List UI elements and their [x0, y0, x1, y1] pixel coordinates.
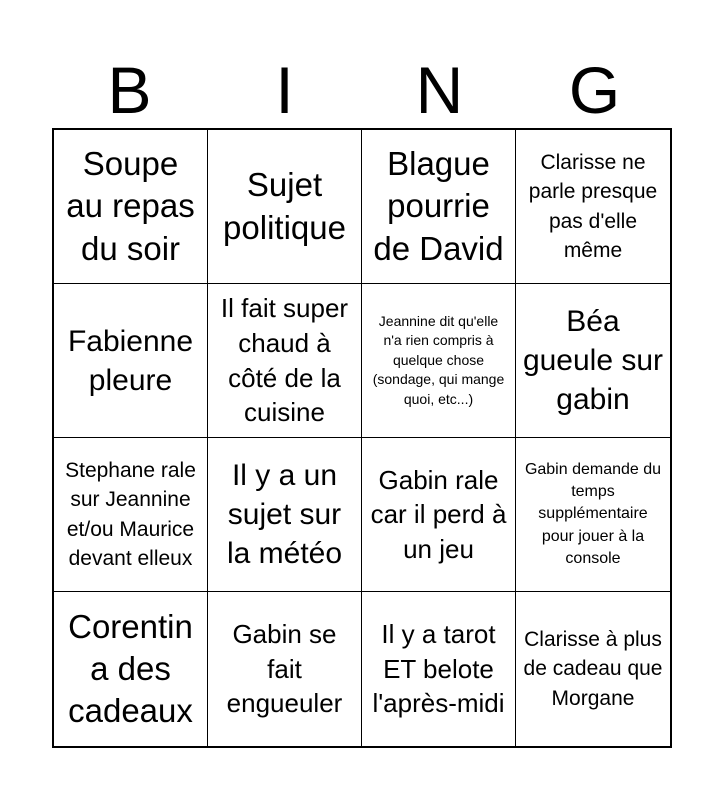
header-letter-n: N — [415, 53, 464, 127]
bingo-cell[interactable] — [54, 130, 208, 284]
cell-text: Blague pourrie de David — [373, 145, 504, 267]
bingo-grid — [52, 128, 672, 748]
bingo-cell[interactable] — [516, 438, 670, 592]
cell-text: Stephane rale sur Jeannine et/ou Maurice devant elleux — [65, 458, 196, 570]
bingo-cell[interactable] — [54, 438, 208, 592]
bingo-cell[interactable] — [54, 284, 208, 438]
bingo-cell[interactable] — [362, 130, 516, 284]
cell-text: Béa gueule sur gabin — [522, 305, 664, 416]
bingo-cell[interactable] — [516, 592, 670, 746]
cell-text: Jeannine dit qu'elle n'a rien compris à quelque chose (sondage, qui mange quoi, etc...) — [372, 312, 505, 407]
cell-text: Gabin se fait engueuler — [226, 619, 343, 719]
cell-text: Sujet politique — [223, 166, 346, 246]
cell-text: Il y a un sujet sur la météo — [226, 459, 343, 570]
bingo-cell[interactable] — [516, 130, 670, 284]
bingo-cell[interactable] — [208, 130, 362, 284]
bingo-cell[interactable] — [208, 284, 362, 438]
cell-text: Gabin demande du temps supplémentaire pour jouer à la console — [524, 460, 662, 568]
cell-text: Il y a tarot ET belote l'après-midi — [372, 619, 505, 719]
cell-text: Soupe au repas du soir — [66, 145, 195, 267]
header-letter-b: B — [107, 53, 152, 127]
bingo-cell[interactable] — [362, 438, 516, 592]
header-letter-g: G — [568, 53, 621, 127]
bingo-cell[interactable] — [362, 284, 516, 438]
cell-text: Clarisse à plus de cadeau que Morgane — [523, 627, 663, 710]
bingo-cell[interactable] — [362, 592, 516, 746]
cell-text: Gabin rale car il perd à un jeu — [370, 464, 507, 564]
bingo-cell[interactable] — [516, 284, 670, 438]
cell-text: Clarisse ne parle presque pas d'elle même — [528, 150, 658, 262]
cell-text: Corentin a des cadeaux — [68, 607, 193, 730]
bingo-header — [52, 52, 672, 128]
cell-text: Fabienne pleure — [67, 324, 194, 397]
header-letter-i: I — [275, 53, 294, 127]
bingo-cell[interactable] — [208, 592, 362, 746]
cell-text: Il fait super chaud à côté de la cuisine — [220, 293, 349, 428]
bingo-cell[interactable] — [208, 438, 362, 592]
bingo-cell[interactable] — [54, 592, 208, 746]
